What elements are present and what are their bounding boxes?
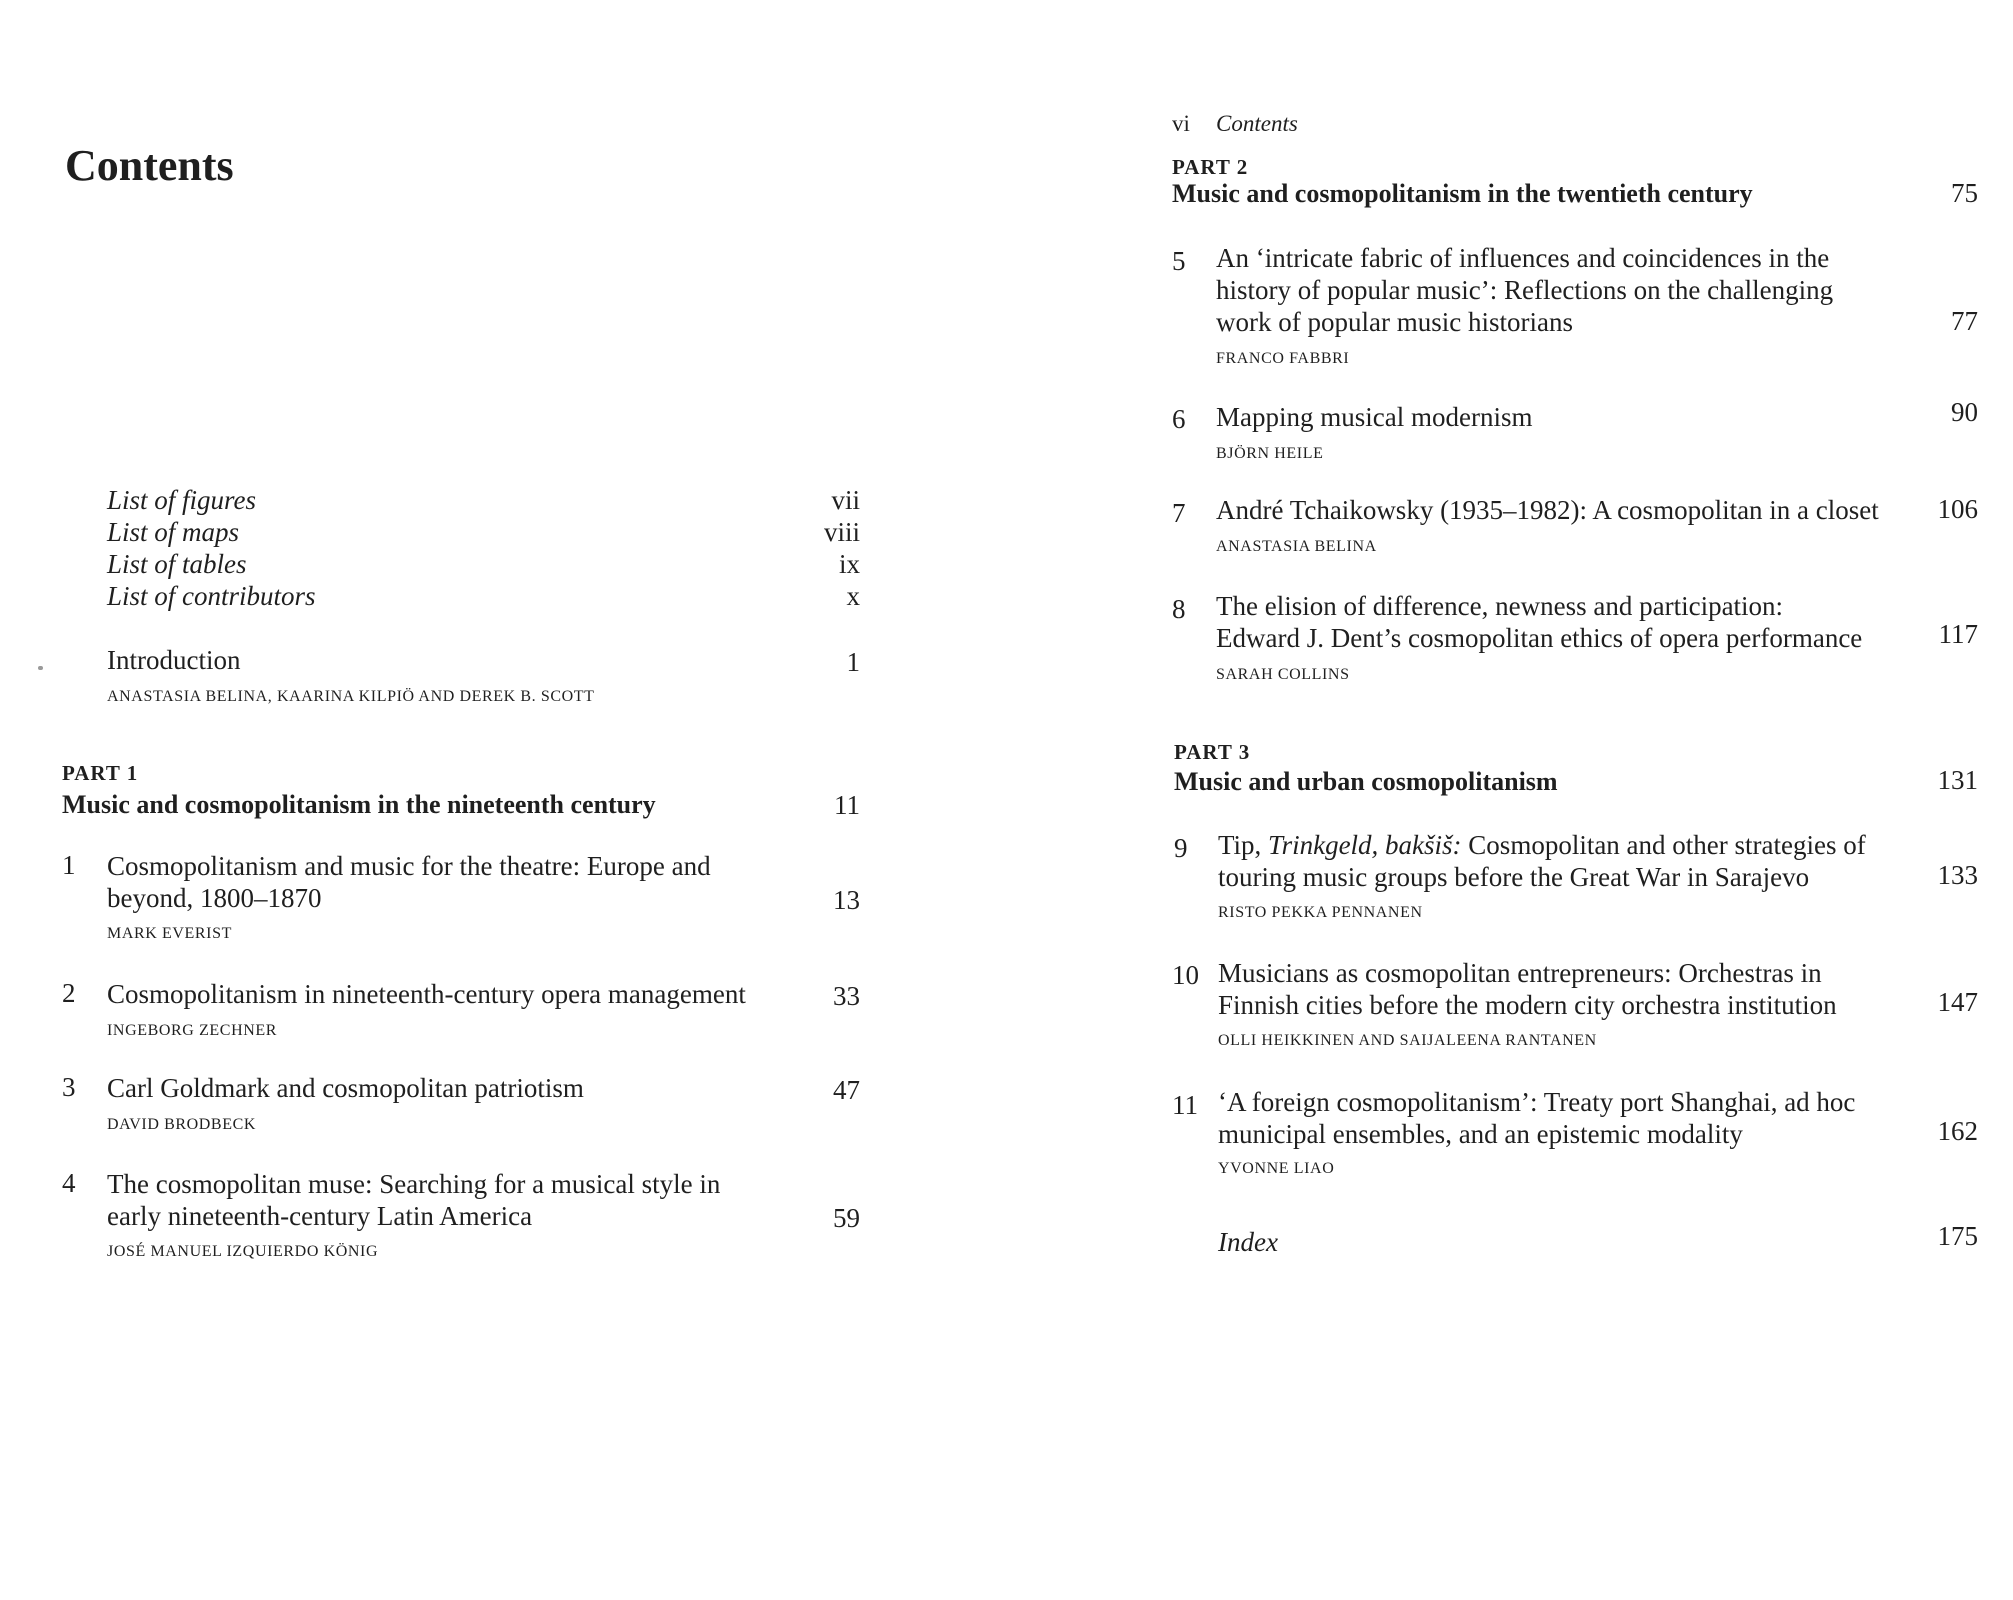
part2-title: Music and cosmopolitanism in the twentieth century [1172, 179, 1753, 208]
chapter-page: 59 [833, 1203, 860, 1233]
chapter-number: 1 [62, 850, 76, 880]
part1-title: Music and cosmopolitanism in the nineteenth century [62, 790, 656, 819]
chapter-title-line: Musicians as cosmopolitan entrepreneurs: Orchestras in [1218, 958, 1822, 988]
front-matter-maps-page: viii [823, 517, 860, 547]
front-matter-contributors-label: List of contributors [107, 581, 316, 611]
chapter-page: 47 [833, 1075, 860, 1105]
chapter-page: 13 [833, 885, 860, 915]
chapter-title-line: Finnish cities before the modern city orchestra institution [1218, 990, 1837, 1020]
chapter-author: JOSÉ MANUEL IZQUIERDO KÖNIG [107, 1243, 379, 1260]
front-matter-tables-page: ix [838, 549, 860, 579]
chapter-title-line [1218, 829, 1866, 861]
part3-page: 131 [1937, 765, 1978, 795]
chapter-author: ANASTASIA BELINA [1216, 538, 1377, 555]
part3-label: PART 3 [1174, 740, 1251, 764]
chapter-title-line: An ‘intricate fabric of influences and coincidences in the [1216, 243, 1830, 273]
chapter-title-line: Carl Goldmark and cosmopolitan patriotism [107, 1073, 584, 1103]
chapter-author: OLLI HEIKKINEN AND SAIJALEENA RANTANEN [1218, 1032, 1597, 1049]
chapter-page: 33 [833, 981, 860, 1011]
running-head-page: vi [1172, 111, 1190, 136]
introduction-page: 1 [846, 647, 860, 677]
chapter-page: 90 [1951, 397, 1978, 427]
chapter-page: 133 [1937, 860, 1978, 890]
front-matter-tables-label: List of tables [107, 549, 247, 579]
chapter-number: 2 [62, 978, 76, 1008]
chapter-author: YVONNE LIAO [1218, 1160, 1335, 1177]
part2-label: PART 2 [1172, 155, 1249, 179]
chapter-author: INGEBORG ZECHNER [107, 1022, 278, 1039]
chapter-page: 162 [1937, 1116, 1978, 1146]
chapter-page: 147 [1937, 987, 1978, 1017]
chapter-number: 5 [1172, 246, 1186, 276]
chapter-title-line: Edward J. Dent’s cosmopolitan ethics of opera performance [1216, 623, 1863, 653]
chapter-number: 11 [1172, 1090, 1198, 1120]
chapter-title-line: ‘A foreign cosmopolitanism’: Treaty port Shanghai, ad hoc [1218, 1087, 1856, 1117]
front-matter-figures-label: List of figures [107, 485, 257, 515]
chapter-number: 6 [1172, 404, 1186, 434]
chapter-title-segment: Tip, [1218, 830, 1269, 860]
introduction-title: Introduction [107, 645, 241, 675]
chapter-title-line: The elision of difference, newness and participation: [1216, 591, 1784, 621]
chapter-number: 4 [62, 1168, 76, 1198]
front-matter-contributors-page: x [846, 581, 860, 611]
part1-page: 11 [834, 790, 860, 820]
chapter-title-italic-segment: Trinkgeld, bakšiš: [1268, 830, 1462, 860]
chapter-number: 3 [62, 1072, 76, 1102]
chapter-title-line: beyond, 1800–1870 [107, 883, 322, 913]
left-page [0, 0, 1006, 1600]
front-matter-maps-label: List of maps [107, 517, 240, 547]
chapter-title-segment: Cosmopolitan and other strategies of [1461, 830, 1866, 860]
chapter-page: 106 [1937, 494, 1978, 524]
chapter-title-line: municipal ensembles, and an epistemic modality [1218, 1119, 1743, 1149]
chapter-page: 77 [1951, 306, 1978, 336]
chapter-author: DAVID BRODBECK [107, 1116, 257, 1133]
chapter-number: 7 [1172, 498, 1186, 528]
contents-title: Contents [65, 141, 234, 190]
chapter-author: RISTO PEKKA PENNANEN [1218, 904, 1423, 921]
index-page: 175 [1937, 1221, 1978, 1251]
introduction-author: ANASTASIA BELINA, KAARINA KILPIÖ AND DEREK B. SCOTT [107, 688, 595, 705]
right-page [1006, 0, 2013, 1600]
chapter-number: 10 [1172, 960, 1199, 990]
chapter-title-line: The cosmopolitan muse: Searching for a musical style in [107, 1169, 721, 1199]
chapter-title-line: Mapping musical modernism [1216, 402, 1533, 432]
chapter-number: 9 [1174, 833, 1188, 863]
chapter-number: 8 [1172, 594, 1186, 624]
chapter-author: FRANCO FABBRI [1216, 350, 1350, 367]
chapter-author: MARK EVERIST [107, 925, 232, 942]
chapter-author: BJÖRN HEILE [1216, 445, 1324, 462]
chapter-title-line: André Tchaikowsky (1935–1982): A cosmopolitan in a closet [1216, 495, 1879, 525]
chapter-page: 117 [1938, 619, 1978, 649]
running-head-title: Contents [1216, 111, 1298, 136]
chapter-author: SARAH COLLINS [1216, 666, 1350, 683]
part1-label: PART 1 [62, 761, 139, 785]
index-label: Index [1218, 1227, 1278, 1257]
chapter-title-line: touring music groups before the Great War in Sarajevo [1218, 862, 1810, 892]
part3-title: Music and urban cosmopolitanism [1174, 767, 1558, 796]
chapter-title-line: history of popular music’: Reflections on the challenging [1216, 275, 1834, 305]
chapter-title-line: Cosmopolitanism and music for the theatre: Europe and [107, 851, 711, 881]
chapter-title-line: work of popular music historians [1216, 307, 1573, 337]
chapter-title-line: Cosmopolitanism in nineteenth-century opera management [107, 979, 746, 1009]
scan-speck [38, 666, 43, 670]
chapter-title-line: early nineteenth-century Latin America [107, 1201, 533, 1231]
front-matter-figures-page: vii [831, 485, 860, 515]
part2-page: 75 [1951, 178, 1978, 208]
